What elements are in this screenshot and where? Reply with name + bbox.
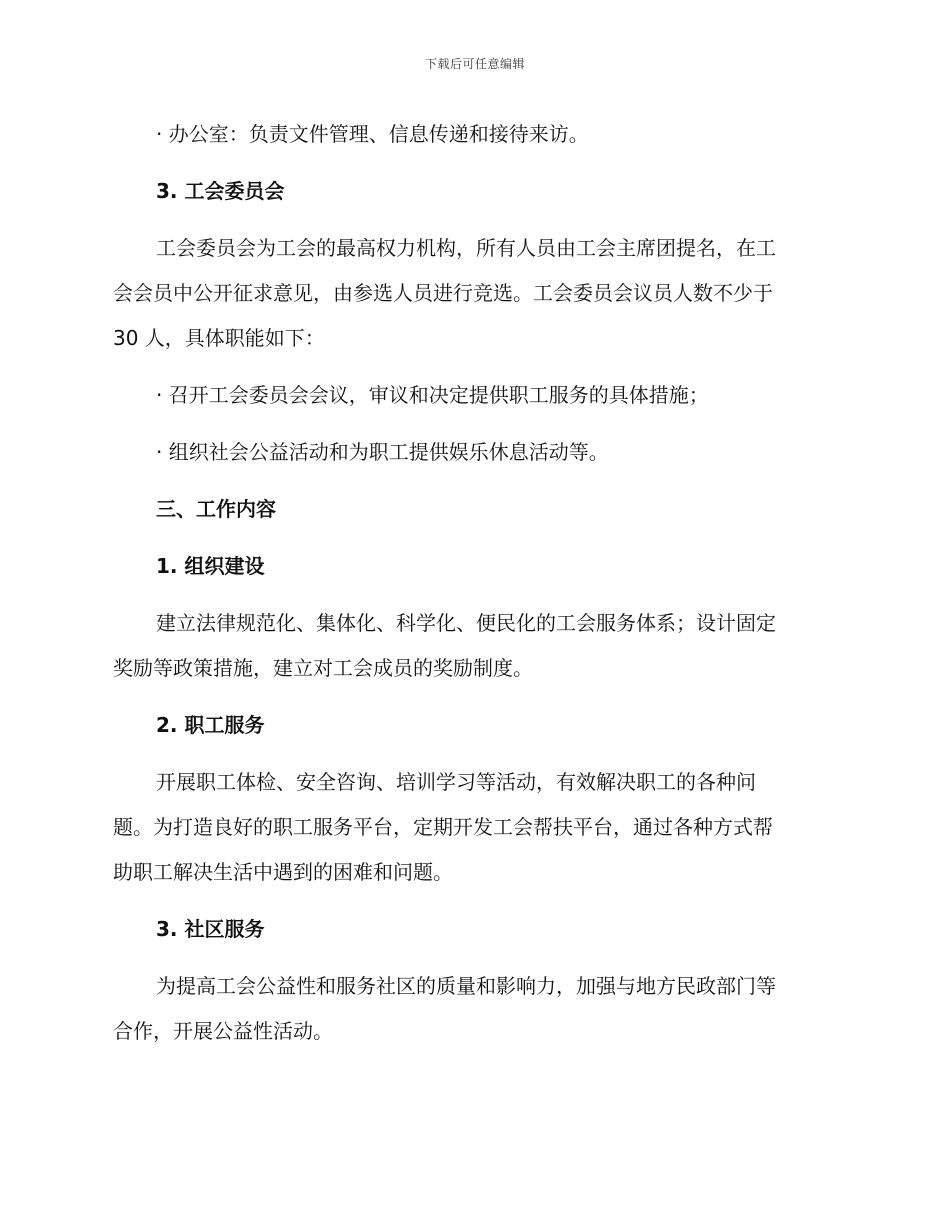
heading-work-content: 三、工作内容	[156, 497, 276, 521]
paragraph-line: 题。为打造良好的职工服务平台，定期开发工会帮扶平台，通过各种方式帮	[113, 815, 773, 839]
paragraph-line: 开展职工体检、安全咨询、培训学习等活动，有效解决职工的各种问	[156, 770, 756, 794]
paragraph-line: 30 人，具体职能如下：	[113, 326, 325, 350]
paragraph-line: 会会员中公开征求意见，由参选人员进行竞选。工会委员会议员人数不少于	[113, 281, 773, 305]
header-note: 下载后可任意编辑	[424, 57, 525, 71]
paragraph-employee-services	[113, 760, 833, 895]
paragraph-line: 为提高工会公益性和服务社区的质量和影响力，加强与地方民政部门等	[156, 974, 776, 998]
paragraph-line: 奖励等政策措施，建立对工会成员的奖励制度。	[113, 656, 533, 680]
paragraph-organization-building	[113, 601, 833, 691]
document-body	[113, 112, 833, 1054]
heading-community-services: 3. 社区服务	[156, 917, 265, 941]
paragraph-line: 助职工解决生活中遇到的困难和问题。	[113, 860, 453, 884]
paragraph-union-committee	[113, 226, 833, 361]
paragraph-line: 合作，开展公益性活动。	[113, 1019, 333, 1043]
bullet-hold-meetings: · 召开工会委员会会议，审议和决定提供职工服务的具体措施；	[156, 383, 709, 407]
paragraph-community-services	[113, 964, 833, 1054]
bullet-office: · 办公室：负责文件管理、信息传递和接待来访。	[156, 122, 589, 146]
heading-employee-services: 2. 职工服务	[156, 713, 265, 737]
heading-organization-building: 1. 组织建设	[156, 554, 265, 578]
paragraph-line: 建立法律规范化、集体化、科学化、便民化的工会服务体系；设计固定	[156, 611, 776, 635]
paragraph-line: 工会委员会为工会的最高权力机构，所有人员由工会主席团提名，在工	[156, 236, 776, 260]
heading-union-committee: 3. 工会委员会	[156, 179, 285, 203]
bullet-organize-activities: · 组织社会公益活动和为职工提供娱乐休息活动等。	[156, 440, 609, 464]
